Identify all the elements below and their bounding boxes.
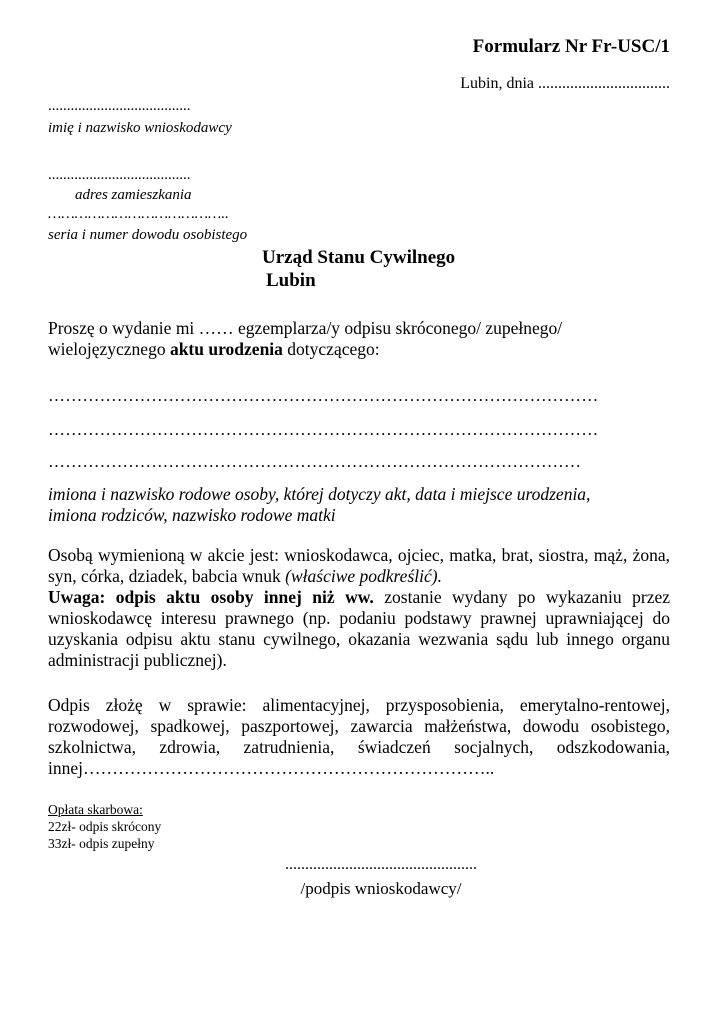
office-name: Urząd Stanu Cywilnego: [262, 247, 456, 268]
fee-short: 22zł- odpis skrócony: [48, 819, 162, 834]
fill-line-2: ……………………………………………………………………………………: [48, 420, 599, 439]
applicant-address-caption: adres zamieszkania: [75, 187, 192, 203]
person-caption-line-1: imiona i nazwisko rodowe osoby, której dotyczy akt, data i miejsce urodzenia,: [48, 484, 591, 504]
warning-label: Uwaga: odpis aktu osoby innej niż ww.: [48, 587, 374, 607]
applicant-address-dots: ......................................: [48, 167, 191, 183]
applicant-name-dots: ......................................: [48, 98, 191, 114]
request-line-2: [48, 339, 670, 360]
form-number: Formularz Nr Fr-USC/1: [472, 36, 670, 57]
place-date: Lubin, dnia .................................: [460, 75, 670, 92]
applicant-name-caption: imię i nazwisko wnioskodawcy: [48, 120, 232, 136]
applicant-id-dots: …………………………………..: [48, 206, 229, 222]
warning-text: zostanie wydany po wykazaniu przez wnioskodawcę interesu prawnego (np. podaniu podstawy prawnej uprawniającej do uzyskania odpisu aktu stanu cywilnego, okazania wezwania sądu lub innego organu administracji publicznej).: [48, 587, 671, 670]
applicant-id-caption: seria i numer dowodu osobistego: [48, 227, 248, 243]
relation-paragraph: [48, 545, 670, 671]
fee-heading: Opłata skarbowa:: [48, 802, 143, 817]
request-line-2-end: dotyczącego:: [282, 339, 380, 359]
person-caption: [48, 484, 670, 526]
relation-text: Osobą wymienioną w akcie jest: wnioskodawca, ojciec, matka, brat, siostra, mąż, żona, syn, córka, dziadek, babcia wnuk: [48, 545, 670, 586]
request-line-1: Proszę o wydanie mi …… egzemplarza/y odpisu skróconego/ zupełnego/: [48, 318, 563, 338]
fee-block: [48, 801, 161, 852]
request-line-2-start: wielojęzycznego: [48, 339, 170, 359]
fill-line-1: ……………………………………………………………………………………: [48, 386, 599, 405]
signature-caption: /podpis wnioskodawcy/: [300, 879, 462, 898]
fee-full: 33zł- odpis zupełny: [48, 836, 155, 851]
fill-line-3: …………………………………………………………………………………: [48, 452, 582, 471]
office-city: Lubin: [266, 270, 316, 291]
relation-note: (właściwe podkreślić).: [285, 566, 442, 586]
person-caption-line-2: imiona rodziców, nazwisko rodowe matki: [48, 505, 336, 525]
signature-dots: ................................................: [285, 856, 477, 873]
purpose-paragraph: Odpis złożę w sprawie: alimentacyjnej, przysposobienia, emerytalno-rentowej, rozwodowej, spadkowej, paszportowej, zawarcia małżeństwa, dowodu osobistego, szkolnictwa, zdrowia, zatrudnienia, świadczeń socjalnych, odszkodowania, innej……………………………………………………………..: [48, 695, 670, 778]
request-text: [48, 318, 670, 360]
act-type: aktu urodzenia: [169, 339, 283, 359]
